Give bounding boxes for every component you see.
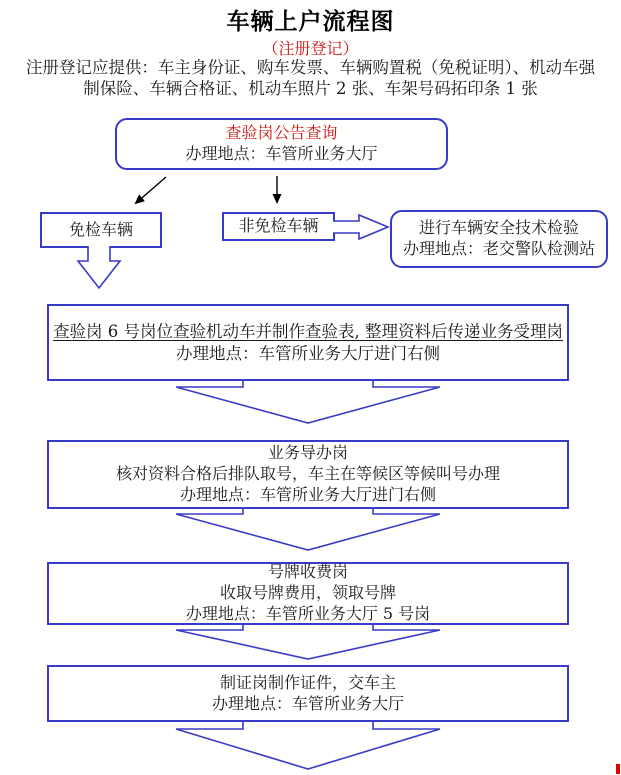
exempt-label: 免检车辆 (68, 219, 133, 239)
certificate-line-2: 办理地点：车管所业务大厅 (211, 693, 404, 713)
node-inspection-post (47, 304, 569, 381)
block-arrow-right-inspection-icon (333, 215, 388, 239)
guide-post-line-3: 办理地点：车管所业务大厅进门右侧 (179, 484, 436, 504)
chevron-arrow-1-icon (176, 380, 440, 423)
safety-line-2: 办理地点：老交警队检测站 (402, 239, 595, 258)
arrow-to-exempt (136, 177, 166, 203)
intro-line-2: 制保险、车辆合格证、机动车照片 2 张、车架号码拓印条 1 张 (83, 79, 538, 98)
plate-fee-line-1: 号牌收费岗 (267, 562, 348, 582)
node-plate-fee-post (47, 562, 569, 625)
announcement-heading: 查验岗公告查询 (225, 123, 338, 143)
page-subtitle: （注册登记） (262, 39, 359, 58)
inspection-post-line-2: 办理地点：车管所业务大厅进门右侧 (176, 343, 440, 363)
node-certificate-post (47, 665, 569, 722)
chevron-arrow-2-icon (176, 508, 440, 550)
chevron-arrow-3-icon (176, 624, 440, 659)
announcement-location: 办理地点：车管所业务大厅 (185, 144, 378, 163)
plate-fee-line-2: 收取号牌费用，领取号牌 (219, 583, 396, 603)
intro-line-1: 注册登记应提供：车主身份证、购车发票、车辆购置税（免税证明）、机动车强 (25, 58, 596, 77)
inspection-post-line-1: 查验岗 6 号岗位查验机动车并制作查验表, 整理资料后传递业务受理岗 (53, 322, 563, 342)
node-non-exempt-vehicle (222, 212, 335, 241)
plate-fee-line-3: 办理地点：车管所业务大厅 5 号岗 (185, 603, 431, 623)
block-arrow-down-exempt-icon (78, 246, 120, 288)
guide-post-line-1: 业务导办岗 (267, 443, 348, 463)
certificate-line-1: 制证岗制作证件，交车主 (219, 672, 396, 692)
safety-line-1: 进行车辆安全技术检验 (418, 218, 579, 238)
intro-paragraph (0, 57, 621, 99)
node-guide-post (47, 440, 569, 509)
red-edge-mark (616, 764, 620, 774)
node-announcement-query (115, 118, 448, 170)
non-exempt-label: 非免检车辆 (238, 216, 319, 236)
guide-post-line-2: 核对资料合格后排队取号，车主在等候区等候叫号办理 (115, 464, 500, 484)
node-exempt-vehicle (40, 212, 162, 248)
chevron-arrow-4-icon (176, 721, 440, 769)
node-safety-inspection (390, 210, 608, 268)
page-title: 车辆上户流程图 (226, 8, 395, 35)
